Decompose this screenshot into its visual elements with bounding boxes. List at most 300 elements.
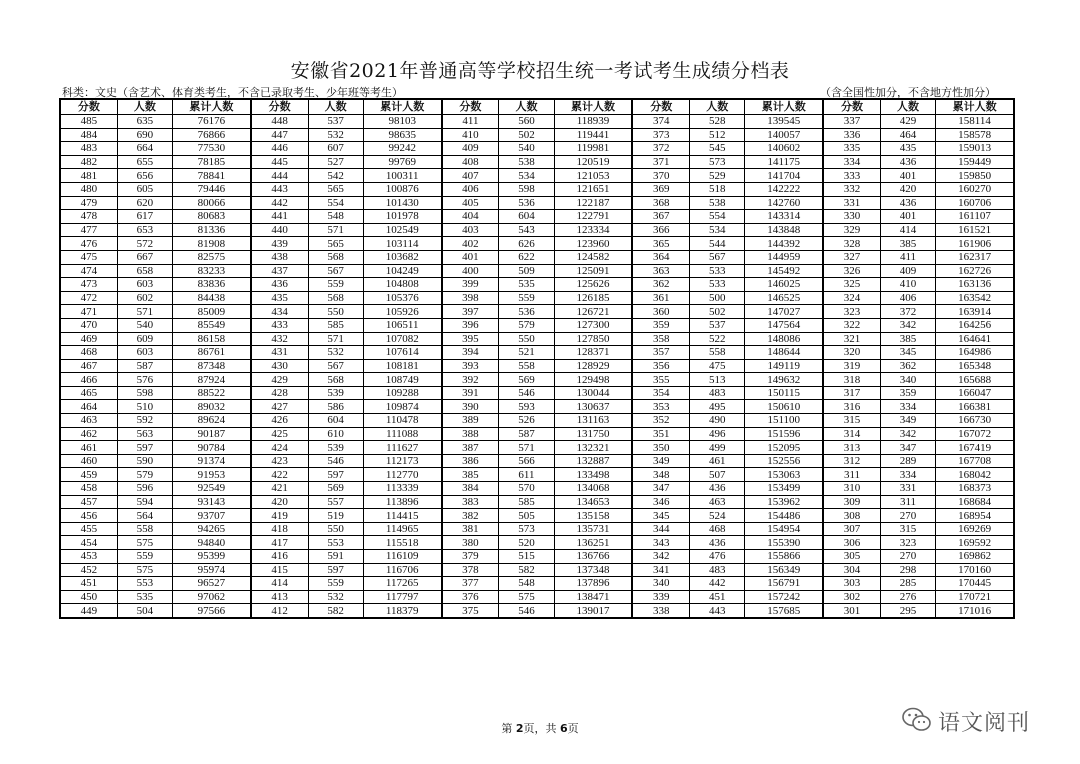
table-cell: 451 <box>60 577 117 591</box>
column-header: 分数 <box>632 99 689 115</box>
table-row <box>60 577 1014 591</box>
table-row <box>60 182 1014 196</box>
table-cell: 359 <box>880 386 935 400</box>
watermark-text: 语文阅刊 <box>938 711 1031 736</box>
table-cell: 80066 <box>173 196 251 210</box>
table-cell: 571 <box>117 305 172 319</box>
table-cell: 603 <box>117 278 172 292</box>
table-cell: 153499 <box>745 482 823 496</box>
table-header-row <box>60 99 1014 115</box>
table-cell: 604 <box>308 414 363 428</box>
column-header: 人数 <box>690 99 745 115</box>
table-cell: 587 <box>499 427 554 441</box>
table-cell: 146525 <box>745 291 823 305</box>
wechat-icon <box>902 707 932 737</box>
table-cell: 159449 <box>936 155 1014 169</box>
table-cell: 169592 <box>936 536 1014 550</box>
table-cell: 544 <box>690 237 745 251</box>
table-cell: 539 <box>308 386 363 400</box>
table-cell: 105926 <box>363 305 441 319</box>
table-cell: 448 <box>251 115 308 129</box>
table-cell: 481 <box>60 169 117 183</box>
table-cell: 334 <box>880 400 935 414</box>
table-cell: 104808 <box>363 278 441 292</box>
table-cell: 344 <box>632 522 689 536</box>
table-cell: 332 <box>823 182 880 196</box>
table-cell: 535 <box>499 278 554 292</box>
table-cell: 456 <box>60 509 117 523</box>
table-cell: 396 <box>442 318 499 332</box>
table-cell: 500 <box>690 291 745 305</box>
table-cell: 376 <box>442 590 499 604</box>
table-cell: 566 <box>499 454 554 468</box>
table-cell: 122791 <box>554 210 632 224</box>
table-row <box>60 115 1014 129</box>
table-cell: 453 <box>60 550 117 564</box>
table-cell: 485 <box>60 115 117 129</box>
table-cell: 399 <box>442 278 499 292</box>
table-cell: 546 <box>308 454 363 468</box>
table-cell: 326 <box>823 264 880 278</box>
column-header: 分数 <box>251 99 308 115</box>
table-cell: 113896 <box>363 495 441 509</box>
table-cell: 140057 <box>745 128 823 142</box>
table-cell: 123960 <box>554 237 632 251</box>
table-cell: 591 <box>308 550 363 564</box>
table-cell: 169862 <box>936 550 1014 564</box>
table-cell: 135158 <box>554 509 632 523</box>
table-cell: 320 <box>823 346 880 360</box>
table-cell: 375 <box>442 604 499 618</box>
table-cell: 403 <box>442 223 499 237</box>
table-cell: 117265 <box>363 577 441 591</box>
table-cell: 136766 <box>554 550 632 564</box>
table-cell: 520 <box>499 536 554 550</box>
column-header: 分数 <box>60 99 117 115</box>
table-cell: 147564 <box>745 318 823 332</box>
table-cell: 133498 <box>554 468 632 482</box>
table-cell: 378 <box>442 563 499 577</box>
table-cell: 157242 <box>745 590 823 604</box>
table-cell: 154486 <box>745 509 823 523</box>
table-cell: 101978 <box>363 210 441 224</box>
table-cell: 115518 <box>363 536 441 550</box>
table-cell: 437 <box>251 264 308 278</box>
table-cell: 390 <box>442 400 499 414</box>
table-row <box>60 237 1014 251</box>
table-cell: 576 <box>117 373 172 387</box>
table-cell: 372 <box>880 305 935 319</box>
table-cell: 136251 <box>554 536 632 550</box>
table-cell: 114965 <box>363 522 441 536</box>
table-cell: 466 <box>60 373 117 387</box>
table-cell: 536 <box>499 305 554 319</box>
table-cell: 132321 <box>554 441 632 455</box>
table-cell: 99242 <box>363 142 441 156</box>
table-cell: 353 <box>632 400 689 414</box>
column-header: 人数 <box>499 99 554 115</box>
table-cell: 134068 <box>554 482 632 496</box>
table-cell: 496 <box>690 427 745 441</box>
table-cell: 385 <box>442 468 499 482</box>
table-cell: 596 <box>117 482 172 496</box>
table-cell: 389 <box>442 414 499 428</box>
table-cell: 158114 <box>936 115 1014 129</box>
table-cell: 597 <box>117 441 172 455</box>
table-cell: 484 <box>60 128 117 142</box>
table-cell: 550 <box>308 305 363 319</box>
table-cell: 107082 <box>363 332 441 346</box>
table-cell: 82575 <box>173 250 251 264</box>
table-cell: 313 <box>823 441 880 455</box>
table-cell: 312 <box>823 454 880 468</box>
table-cell: 148086 <box>745 332 823 346</box>
table-cell: 345 <box>632 509 689 523</box>
table-cell: 97566 <box>173 604 251 618</box>
table-cell: 363 <box>632 264 689 278</box>
table-cell: 690 <box>117 128 172 142</box>
table-cell: 607 <box>308 142 363 156</box>
table-cell: 86158 <box>173 332 251 346</box>
table-cell: 307 <box>823 522 880 536</box>
table-cell: 442 <box>690 577 745 591</box>
table-cell: 575 <box>117 563 172 577</box>
table-cell: 325 <box>823 278 880 292</box>
table-cell: 452 <box>60 563 117 577</box>
table-row <box>60 346 1014 360</box>
table-cell: 83233 <box>173 264 251 278</box>
table-cell: 364 <box>632 250 689 264</box>
table-cell: 360 <box>632 305 689 319</box>
table-cell: 451 <box>690 590 745 604</box>
table-cell: 413 <box>251 590 308 604</box>
table-cell: 513 <box>690 373 745 387</box>
table-cell: 99769 <box>363 155 441 169</box>
table-cell: 139017 <box>554 604 632 618</box>
table-cell: 96527 <box>173 577 251 591</box>
table-cell: 81336 <box>173 223 251 237</box>
table-cell: 436 <box>690 482 745 496</box>
table-cell: 90187 <box>173 427 251 441</box>
table-cell: 442 <box>251 196 308 210</box>
table-cell: 109288 <box>363 386 441 400</box>
table-cell: 302 <box>823 590 880 604</box>
table-cell: 110478 <box>363 414 441 428</box>
table-cell: 124582 <box>554 250 632 264</box>
table-cell: 119981 <box>554 142 632 156</box>
table-cell: 415 <box>251 563 308 577</box>
table-cell: 528 <box>690 115 745 129</box>
table-row <box>60 128 1014 142</box>
table-row <box>60 373 1014 387</box>
table-cell: 152095 <box>745 441 823 455</box>
table-cell: 95974 <box>173 563 251 577</box>
table-cell: 377 <box>442 577 499 591</box>
table-cell: 450 <box>60 590 117 604</box>
column-header: 分数 <box>823 99 880 115</box>
table-cell: 158578 <box>936 128 1014 142</box>
table-row <box>60 278 1014 292</box>
table-cell: 93143 <box>173 495 251 509</box>
table-cell: 409 <box>880 264 935 278</box>
table-cell: 103114 <box>363 237 441 251</box>
table-cell: 304 <box>823 563 880 577</box>
column-header: 人数 <box>117 99 172 115</box>
table-cell: 167708 <box>936 454 1014 468</box>
table-cell: 411 <box>442 115 499 129</box>
table-cell: 163136 <box>936 278 1014 292</box>
table-cell: 141704 <box>745 169 823 183</box>
table-row <box>60 305 1014 319</box>
footer-page-number: 2 <box>515 722 524 735</box>
table-cell: 331 <box>880 482 935 496</box>
table-cell: 154954 <box>745 522 823 536</box>
table-cell: 440 <box>251 223 308 237</box>
table-cell: 420 <box>880 182 935 196</box>
table-cell: 116109 <box>363 550 441 564</box>
table-cell: 533 <box>690 278 745 292</box>
table-cell: 306 <box>823 536 880 550</box>
table-cell: 575 <box>499 590 554 604</box>
table-cell: 112173 <box>363 454 441 468</box>
table-cell: 78185 <box>173 155 251 169</box>
table-cell: 414 <box>251 577 308 591</box>
table-cell: 398 <box>442 291 499 305</box>
table-cell: 563 <box>117 427 172 441</box>
table-cell: 461 <box>690 454 745 468</box>
table-cell: 468 <box>690 522 745 536</box>
table-cell: 478 <box>60 210 117 224</box>
table-cell: 534 <box>499 169 554 183</box>
table-cell: 412 <box>251 604 308 618</box>
table-cell: 510 <box>117 400 172 414</box>
table-cell: 429 <box>880 115 935 129</box>
page-title: 安徽省2021年普通高等学校招生统一考试考生成绩分档表 <box>290 60 790 82</box>
table-cell: 359 <box>632 318 689 332</box>
table-cell: 467 <box>60 359 117 373</box>
table-cell: 153962 <box>745 495 823 509</box>
table-cell: 351 <box>632 427 689 441</box>
table-cell: 416 <box>251 550 308 564</box>
table-cell: 321 <box>823 332 880 346</box>
table-cell: 381 <box>442 522 499 536</box>
table-cell: 101430 <box>363 196 441 210</box>
table-cell: 165688 <box>936 373 1014 387</box>
table-row <box>60 536 1014 550</box>
table-cell: 598 <box>499 182 554 196</box>
table-cell: 107614 <box>363 346 441 360</box>
table-row <box>60 169 1014 183</box>
table-cell: 126721 <box>554 305 632 319</box>
table-cell: 162726 <box>936 264 1014 278</box>
table-cell: 475 <box>690 359 745 373</box>
table-cell: 315 <box>823 414 880 428</box>
table-cell: 85549 <box>173 318 251 332</box>
table-row <box>60 590 1014 604</box>
table-cell: 317 <box>823 386 880 400</box>
table-cell: 573 <box>690 155 745 169</box>
table-cell: 116706 <box>363 563 441 577</box>
table-cell: 391 <box>442 386 499 400</box>
table-cell: 538 <box>690 196 745 210</box>
table-cell: 160270 <box>936 182 1014 196</box>
table-cell: 334 <box>823 155 880 169</box>
table-cell: 622 <box>499 250 554 264</box>
column-header: 分数 <box>442 99 499 115</box>
table-cell: 148644 <box>745 346 823 360</box>
table-cell: 89624 <box>173 414 251 428</box>
table-cell: 114415 <box>363 509 441 523</box>
table-cell: 471 <box>60 305 117 319</box>
table-cell: 407 <box>442 169 499 183</box>
table-cell: 164641 <box>936 332 1014 346</box>
table-cell: 127300 <box>554 318 632 332</box>
column-header: 人数 <box>308 99 363 115</box>
table-cell: 593 <box>499 400 554 414</box>
table-cell: 303 <box>823 577 880 591</box>
table-cell: 604 <box>499 210 554 224</box>
table-cell: 127850 <box>554 332 632 346</box>
table-cell: 153063 <box>745 468 823 482</box>
table-cell: 352 <box>632 414 689 428</box>
table-cell: 157685 <box>745 604 823 618</box>
table-cell: 443 <box>251 182 308 196</box>
table-cell: 519 <box>308 509 363 523</box>
table-cell: 108181 <box>363 359 441 373</box>
table-cell: 91953 <box>173 468 251 482</box>
table-cell: 602 <box>117 291 172 305</box>
table-cell: 151596 <box>745 427 823 441</box>
table-cell: 366 <box>632 223 689 237</box>
table-cell: 166730 <box>936 414 1014 428</box>
table-cell: 568 <box>308 373 363 387</box>
table-row <box>60 223 1014 237</box>
table-cell: 411 <box>880 250 935 264</box>
table-cell: 150610 <box>745 400 823 414</box>
table-cell: 461 <box>60 441 117 455</box>
table-cell: 100311 <box>363 169 441 183</box>
table-cell: 323 <box>823 305 880 319</box>
table-cell: 480 <box>60 182 117 196</box>
table-cell: 579 <box>117 468 172 482</box>
table-cell: 331 <box>823 196 880 210</box>
table-cell: 373 <box>632 128 689 142</box>
footer-middle: 页，共 <box>523 722 557 735</box>
table-cell: 144959 <box>745 250 823 264</box>
table-cell: 603 <box>117 346 172 360</box>
table-row <box>60 142 1014 156</box>
table-cell: 166047 <box>936 386 1014 400</box>
table-cell: 347 <box>880 441 935 455</box>
column-header: 累计人数 <box>936 99 1014 115</box>
table-cell: 406 <box>442 182 499 196</box>
table-cell: 388 <box>442 427 499 441</box>
table-cell: 553 <box>308 536 363 550</box>
table-cell: 322 <box>823 318 880 332</box>
table-row <box>60 210 1014 224</box>
table-cell: 579 <box>499 318 554 332</box>
table-cell: 311 <box>880 495 935 509</box>
table-cell: 393 <box>442 359 499 373</box>
table-cell: 558 <box>499 359 554 373</box>
table-cell: 119441 <box>554 128 632 142</box>
table-cell: 587 <box>117 359 172 373</box>
table-cell: 102549 <box>363 223 441 237</box>
table-cell: 464 <box>60 400 117 414</box>
table-cell: 139545 <box>745 115 823 129</box>
table-cell: 387 <box>442 441 499 455</box>
table-cell: 374 <box>632 115 689 129</box>
table-cell: 163914 <box>936 305 1014 319</box>
table-cell: 438 <box>251 250 308 264</box>
table-cell: 164256 <box>936 318 1014 332</box>
table-cell: 379 <box>442 550 499 564</box>
table-row <box>60 427 1014 441</box>
table-cell: 103682 <box>363 250 441 264</box>
table-cell: 309 <box>823 495 880 509</box>
table-cell: 337 <box>823 115 880 129</box>
table-cell: 81908 <box>173 237 251 251</box>
table-cell: 565 <box>308 182 363 196</box>
table-cell: 469 <box>60 332 117 346</box>
table-cell: 308 <box>823 509 880 523</box>
table-cell: 535 <box>117 590 172 604</box>
table-cell: 357 <box>632 346 689 360</box>
table-cell: 295 <box>880 604 935 618</box>
table-cell: 436 <box>690 536 745 550</box>
table-cell: 585 <box>499 495 554 509</box>
table-cell: 414 <box>880 223 935 237</box>
table-cell: 128371 <box>554 346 632 360</box>
table-row <box>60 604 1014 618</box>
table-cell: 339 <box>632 590 689 604</box>
table-cell: 113339 <box>363 482 441 496</box>
table-cell: 560 <box>499 115 554 129</box>
table-cell: 162317 <box>936 250 1014 264</box>
table-cell: 342 <box>880 427 935 441</box>
table-cell: 635 <box>117 115 172 129</box>
table-cell: 386 <box>442 454 499 468</box>
table-cell: 316 <box>823 400 880 414</box>
table-cell: 598 <box>117 386 172 400</box>
table-cell: 499 <box>690 441 745 455</box>
column-header: 累计人数 <box>173 99 251 115</box>
table-cell: 169269 <box>936 522 1014 536</box>
table-row <box>60 291 1014 305</box>
table-row <box>60 454 1014 468</box>
table-cell: 462 <box>60 427 117 441</box>
table-cell: 155390 <box>745 536 823 550</box>
table-cell: 118379 <box>363 604 441 618</box>
table-cell: 92549 <box>173 482 251 496</box>
table-cell: 658 <box>117 264 172 278</box>
table-cell: 380 <box>442 536 499 550</box>
table-cell: 125626 <box>554 278 632 292</box>
score-distribution-table <box>59 98 1015 619</box>
table-cell: 526 <box>499 414 554 428</box>
table-cell: 611 <box>499 468 554 482</box>
table-cell: 553 <box>117 577 172 591</box>
table-cell: 130637 <box>554 400 632 414</box>
table-cell: 156791 <box>745 577 823 591</box>
table-cell: 597 <box>308 468 363 482</box>
table-cell: 98635 <box>363 128 441 142</box>
table-row <box>60 550 1014 564</box>
table-cell: 333 <box>823 169 880 183</box>
table-cell: 270 <box>880 550 935 564</box>
table-cell: 347 <box>632 482 689 496</box>
table-cell: 507 <box>690 468 745 482</box>
